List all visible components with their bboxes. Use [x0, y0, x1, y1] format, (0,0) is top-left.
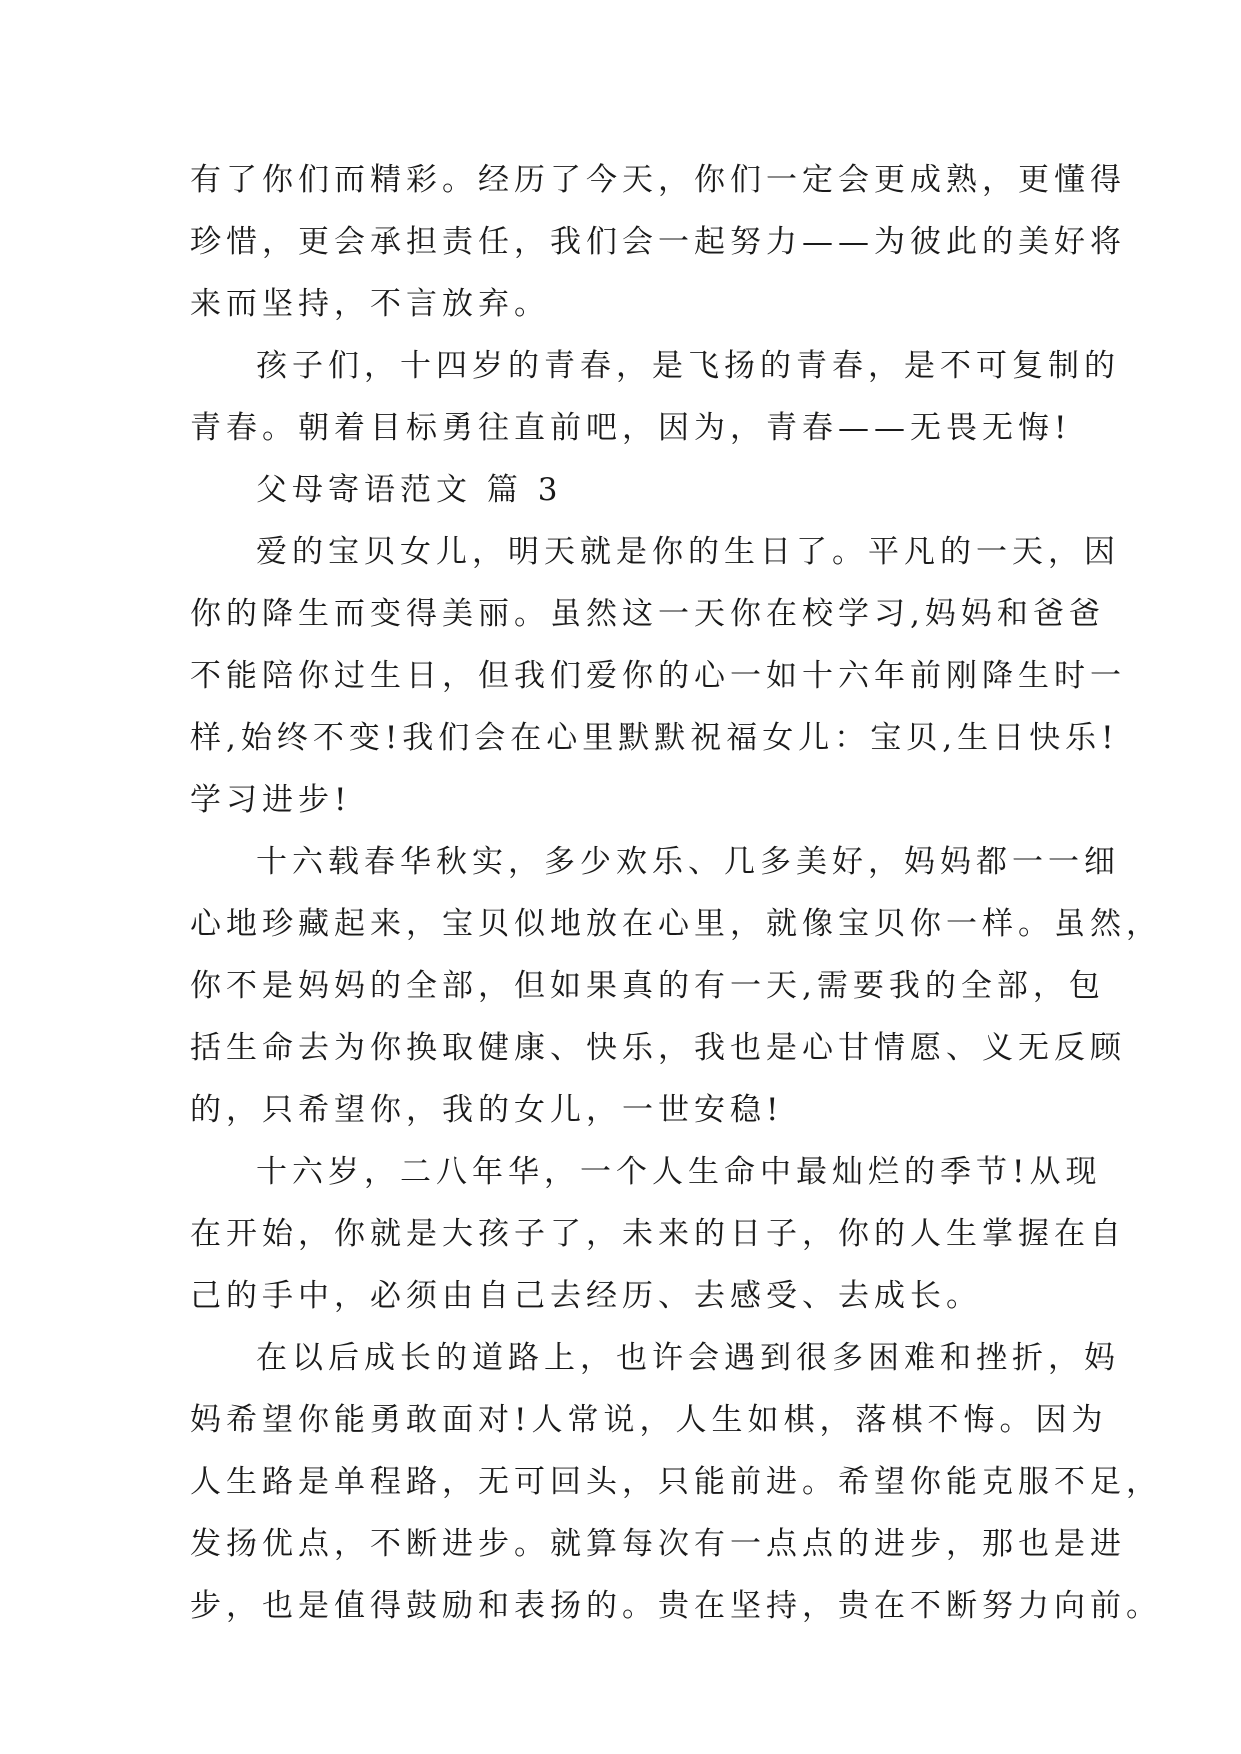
text-line: 有了你们而精彩。经历了今天，你们一定会更成熟，更懂得	[190, 162, 1126, 198]
text-line: 珍惜，更会承担责任，我们会一起努力——为彼此的美好将	[190, 224, 1126, 260]
text-line: 青春。朝着目标勇往直前吧，因为，青春——无畏无悔!	[190, 410, 1072, 446]
text-line: 在开始，你就是大孩子了，未来的日子，你的人生掌握在自	[190, 1216, 1126, 1252]
paragraph-first-line: 十六岁，二八年华，一个人生命中最灿烂的季节!从现	[256, 1154, 1102, 1190]
text-line: 你不是妈妈的全部，但如果真的有一天,需要我的全部，包	[190, 968, 1105, 1004]
text-line: 学习进步!	[190, 782, 352, 818]
section-heading: 父母寄语范文 篇 3	[256, 472, 563, 508]
text-line: 你的降生而变得美丽。虽然这一天你在校学习,妈妈和爸爸	[190, 596, 1105, 632]
paragraph-first-line: 爱的宝贝女儿，明天就是你的生日了。平凡的一天，因	[256, 534, 1120, 570]
text-line: 发扬优点，不断进步。就算每次有一点点的进步，那也是进	[190, 1526, 1126, 1562]
text-line: 来而坚持，不言放弃。	[190, 286, 550, 322]
text-line: 妈希望你能勇敢面对!人常说，人生如棋，落棋不悔。因为	[190, 1402, 1108, 1438]
text-line: 人生路是单程路，无可回头，只能前进。希望你能克服不足，	[190, 1464, 1162, 1500]
paragraph-first-line: 十六载春华秋实，多少欢乐、几多美好，妈妈都一一细	[256, 844, 1120, 880]
text-line: 心地珍藏起来，宝贝似地放在心里，就像宝贝你一样。虽然，	[190, 906, 1162, 942]
text-line: 样,始终不变!我们会在心里默默祝福女儿：宝贝,生日快乐!	[190, 720, 1119, 756]
text-line: 的，只希望你，我的女儿，一世安稳!	[190, 1092, 784, 1128]
paragraph-first-line: 在以后成长的道路上，也许会遇到很多困难和挫折，妈	[256, 1340, 1120, 1376]
text-line: 己的手中，必须由自己去经历、去感受、去成长。	[190, 1278, 982, 1314]
text-line: 步，也是值得鼓励和表扬的。贵在坚持，贵在不断努力向前。	[190, 1588, 1162, 1624]
text-line: 括生命去为你换取健康、快乐，我也是心甘情愿、义无反顾	[190, 1030, 1126, 1066]
text-line: 不能陪你过生日，但我们爱你的心一如十六年前刚降生时一	[190, 658, 1126, 694]
paragraph-first-line: 孩子们，十四岁的青春，是飞扬的青春，是不可复制的	[256, 348, 1120, 384]
